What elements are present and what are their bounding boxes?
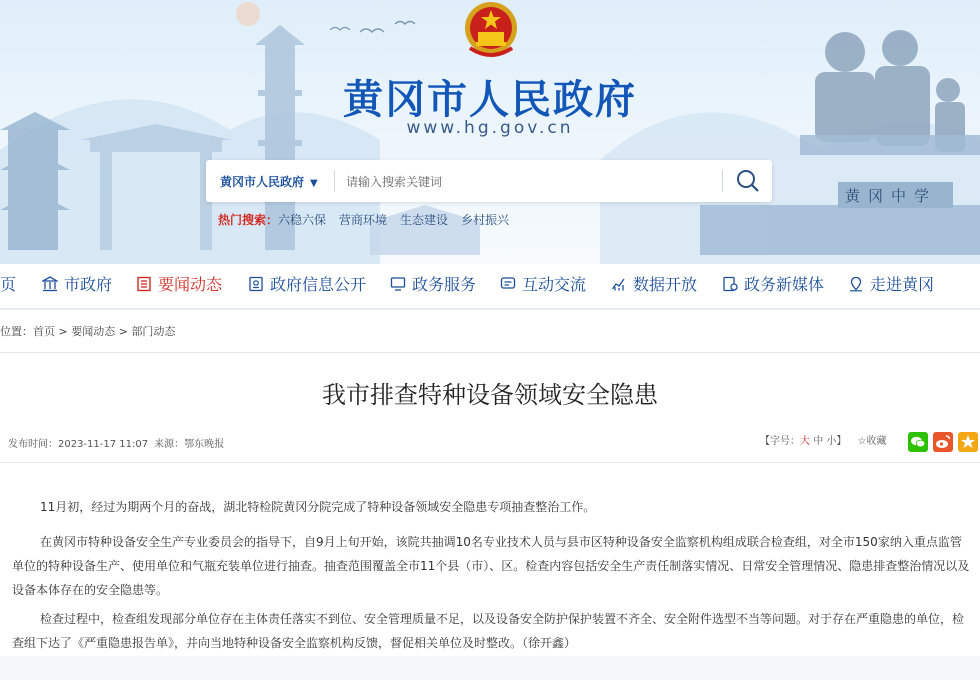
location-icon xyxy=(848,276,864,292)
breadcrumb-prefix: 位置： xyxy=(0,325,33,338)
site-url: www.hg.gov.cn xyxy=(406,118,574,138)
wechat-icon xyxy=(908,432,928,452)
meta-divider xyxy=(0,462,980,463)
article-meta xyxy=(8,435,224,450)
breadcrumb-separator: > xyxy=(115,325,132,338)
article-title: 我市排查特种设备领域安全隐患 xyxy=(322,381,658,409)
nav-item-label: 数据开放 xyxy=(633,275,698,294)
nav-item-label: 政务新媒体 xyxy=(744,275,825,294)
search-box xyxy=(206,160,772,202)
nav-item-label: 页 xyxy=(0,275,17,294)
weibo-icon xyxy=(933,432,953,452)
search-scope-label: 黄冈市人民政府 xyxy=(220,175,305,189)
nav-item-label: 市政府 xyxy=(64,275,113,294)
share-qzone-button[interactable] xyxy=(958,432,978,452)
font-size-medium[interactable]: 中 xyxy=(813,436,824,447)
article-paragraph: 检查过程中，检查组发现部分单位存在主体责任落实不到位、安全管理质量不足，以及设备安全防护保护装置不齐全、安全附件选型不当等问题。对于存在严重隐患的单位，检查组下达了《严重隐患报告单》，并向当地特种设备安全监察机构反馈，督促相关单位及时整改。（徐开鑫） xyxy=(12,612,965,650)
breadcrumb-separator: > xyxy=(55,325,72,338)
nav-item-label: 要闻动态 xyxy=(158,275,223,294)
search-button[interactable] xyxy=(732,167,764,195)
font-size-label-close: 】 xyxy=(836,436,847,447)
article-paragraph: 11月初，经过为期两个月的奋战，湖北特检院黄冈分院完成了特种设备领域安全隐患专项抽查整治工作。 xyxy=(40,500,596,514)
media-icon xyxy=(722,276,738,292)
favorite-button[interactable] xyxy=(858,436,887,447)
article-source: 来源：鄂东晚报 xyxy=(154,439,225,450)
caret-down-icon: ▼ xyxy=(310,178,318,189)
page-footer-band xyxy=(0,656,980,680)
article-tools xyxy=(760,432,887,452)
news-icon xyxy=(136,276,152,292)
breadcrumb-news[interactable]: 要闻动态 xyxy=(71,325,116,338)
share-wechat-button[interactable] xyxy=(908,432,928,452)
nav-item-label: 走进黄冈 xyxy=(870,275,935,294)
favorite-label: 收藏 xyxy=(866,436,887,447)
chart-icon xyxy=(611,276,627,292)
nav-item-gov-services[interactable] xyxy=(390,266,476,304)
hot-term-link[interactable]: 乡村振兴 xyxy=(461,213,510,227)
building-icon xyxy=(42,276,58,292)
nav-item-label: 互动交流 xyxy=(522,275,587,294)
hot-search xyxy=(218,211,522,228)
site-title: 黄冈市人民政府 xyxy=(343,77,637,123)
search-scope-dropdown[interactable] xyxy=(220,173,318,190)
search-input[interactable] xyxy=(344,168,718,196)
chat-icon xyxy=(500,276,516,292)
search-icon xyxy=(732,167,764,195)
font-size-small[interactable]: 小 xyxy=(826,436,837,447)
star-icon: ☆ xyxy=(857,436,867,447)
share-weibo-button[interactable] xyxy=(933,432,953,452)
hot-term-link[interactable]: 营商环境 xyxy=(339,213,388,227)
info-icon xyxy=(248,276,264,292)
search-divider xyxy=(334,170,335,192)
nav-item-new-media[interactable] xyxy=(722,266,824,304)
font-size-large[interactable]: 大 xyxy=(800,436,810,447)
nav-divider xyxy=(0,308,980,310)
hot-search-label: 热门搜索： xyxy=(218,213,279,227)
monitor-icon xyxy=(390,276,406,292)
font-size-label-open: 【字号： xyxy=(760,436,800,447)
hot-term-link[interactable]: 六稳六保 xyxy=(278,213,327,227)
main-nav xyxy=(0,266,980,304)
hot-term-link[interactable]: 生态建设 xyxy=(400,213,449,227)
nav-item-news[interactable] xyxy=(136,266,222,304)
nav-item-label: 政务服务 xyxy=(412,275,477,294)
breadcrumb-department-news[interactable]: 部门动态 xyxy=(131,325,176,338)
nav-item-home[interactable] xyxy=(0,266,16,304)
nav-item-interaction[interactable] xyxy=(500,266,586,304)
nav-item-open-data[interactable] xyxy=(611,266,697,304)
nav-item-label: 政府信息公开 xyxy=(270,275,367,294)
nav-item-city-government[interactable] xyxy=(42,266,112,304)
nav-item-gov-info[interactable] xyxy=(248,266,366,304)
breadcrumb-divider xyxy=(0,352,980,353)
header-banner xyxy=(0,0,980,264)
search-divider xyxy=(722,170,723,192)
breadcrumb xyxy=(0,323,175,339)
svg-text:黄冈中学: 黄冈中学 xyxy=(845,187,938,205)
national-emblem-icon xyxy=(462,0,520,64)
breadcrumb-home[interactable]: 首页 xyxy=(33,325,55,338)
publish-time: 发布时间：2023-11-17 11:07 xyxy=(8,439,149,450)
nav-item-visit-huanggang[interactable] xyxy=(848,266,934,304)
star-share-icon xyxy=(958,432,978,452)
article-paragraph: 在黄冈市特种设备安全生产专业委员会的指导下，自9月上旬开始，该院共抽调10名专业技术人员与县市区特种设备安全监察机构组成联合检查组，对全市150家纳入重点监管单位的特种设备生产、使用单位和气瓶充装单位进行抽查。抽查范围覆盖全市11个县（市）、区。检查内容包括安全生产责任制落实情况、日常安全管理情况、隐患排查整治情况以及设备本体存在的安全隐患等。 xyxy=(12,535,970,597)
